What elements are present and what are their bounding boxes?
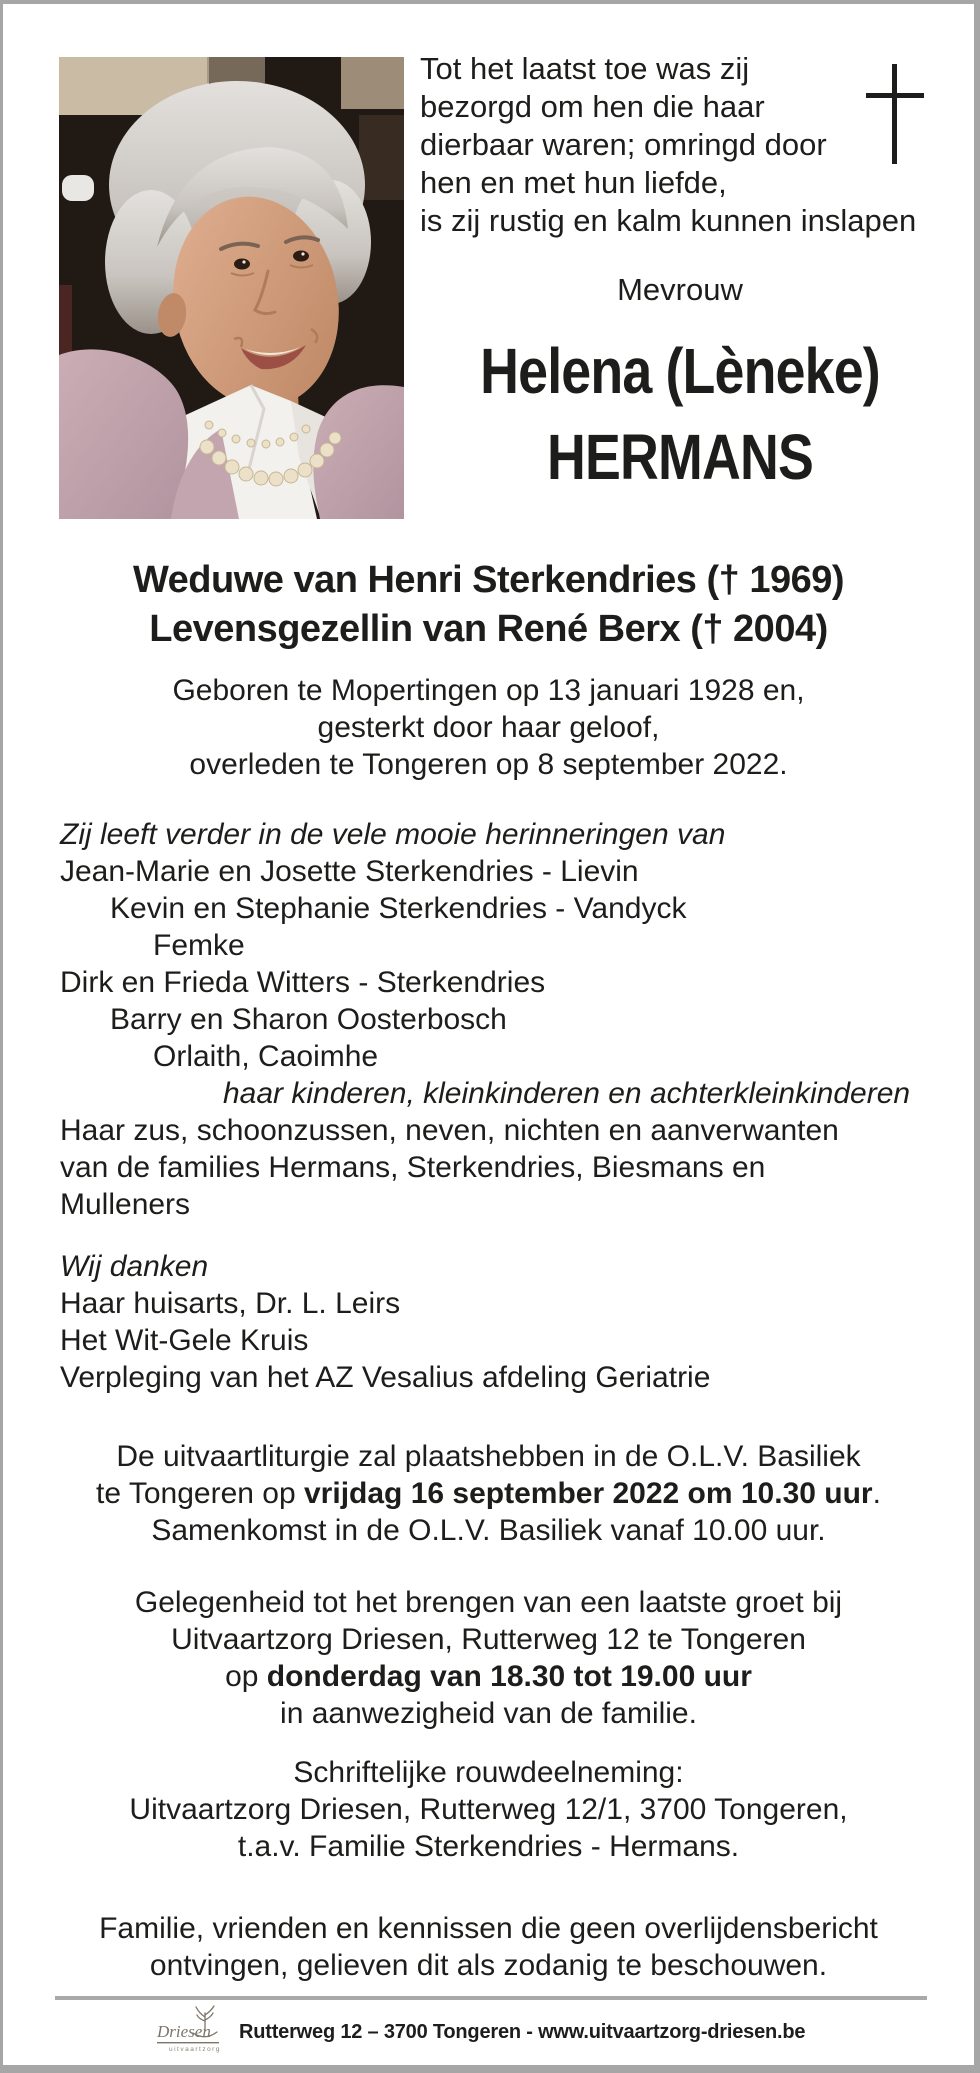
family-member-line: Jean-Marie en Josette Sterkendries - Lievin bbox=[60, 855, 639, 888]
family-member-line: Femke bbox=[153, 929, 245, 962]
name-first-line: Helena (Lèneke) bbox=[480, 335, 880, 407]
portrait-photo bbox=[59, 57, 404, 519]
deceased-name bbox=[410, 328, 950, 500]
name-last-line: HERMANS bbox=[547, 421, 813, 493]
verse-line: hen en met hun liefde, bbox=[420, 165, 727, 200]
footer-divider bbox=[55, 1996, 927, 2000]
farewell-time-prefix: op bbox=[225, 1660, 267, 1693]
life-line: Geboren te Mopertingen op 13 januari 1928 en, bbox=[172, 674, 805, 707]
notice-line: ontvingen, gelieven dit als zodanig te beschouwen. bbox=[149, 1949, 828, 1982]
liturgy-date: vrijdag 16 september 2022 om 10.30 uur bbox=[304, 1477, 873, 1510]
family-member-line: van de families Hermans, Sterkendries, Biesmans en bbox=[60, 1151, 766, 1184]
liturgy-line bbox=[3, 1475, 974, 1512]
condolence-line: Uitvaartzorg Driesen, Rutterweg 12/1, 3700 Tongeren, bbox=[129, 1793, 848, 1826]
logo-subtext: uitvaartzorg bbox=[169, 2046, 221, 2053]
liturgy-line: Samenkomst in de O.L.V. Basiliek vanaf 10.00 uur. bbox=[151, 1514, 826, 1547]
verse-line: is zij rustig en kalm kunnen inslapen bbox=[420, 203, 917, 238]
family-member-line: Orlaith, Caoimhe bbox=[153, 1040, 379, 1073]
cross-icon bbox=[866, 60, 924, 166]
farewell-time: donderdag van 18.30 tot 19.00 uur bbox=[266, 1660, 752, 1693]
verse-line: dierbaar waren; omringd door bbox=[420, 127, 827, 162]
liturgy-date-prefix: te Tongeren op bbox=[96, 1477, 304, 1510]
footer-address: Rutterweg 12 – 3700 Tongeren - www.uitvaartzorg-driesen.be bbox=[239, 2021, 806, 2043]
liturgy-date-suffix: . bbox=[872, 1477, 881, 1510]
life-line: gesterkt door haar geloof, bbox=[317, 711, 660, 744]
family-list bbox=[60, 816, 960, 1223]
liturgy-line: De uitvaartliturgie zal plaatshebben in de O.L.V. Basiliek bbox=[116, 1440, 861, 1473]
family-member-line: Mulleners bbox=[60, 1188, 191, 1221]
family-intro: Zij leeft verder in de vele mooie herinneringen van bbox=[60, 818, 726, 851]
farewell-line: Uitvaartzorg Driesen, Rutterweg 12 te Tongeren bbox=[171, 1623, 806, 1656]
farewell-info bbox=[3, 1584, 974, 1732]
logo-wordmark: Driesen bbox=[157, 2022, 211, 2041]
thanks-line: Het Wit-Gele Kruis bbox=[60, 1324, 309, 1357]
liturgy-info bbox=[3, 1438, 974, 1549]
verse-line: bezorgd om hen die haar bbox=[420, 89, 765, 124]
family-descendants-note: haar kinderen, kleinkinderen en achterkleinkinderen bbox=[223, 1077, 911, 1110]
farewell-line bbox=[3, 1658, 974, 1695]
condolence-line: Schriftelijke rouwdeelneming: bbox=[293, 1756, 684, 1789]
verse-line: Tot het laatst toe was zij bbox=[420, 51, 750, 86]
notice-line: Familie, vrienden en kennissen die geen overlijdensbericht bbox=[99, 1912, 878, 1945]
funeral-home-logo bbox=[153, 2003, 231, 2059]
family-member-line: Haar zus, schoonzussen, neven, nichten en aanverwanten bbox=[60, 1114, 839, 1147]
thanks-list bbox=[60, 1248, 960, 1396]
relation-line: Weduwe van Henri Sterkendries († 1969) bbox=[132, 559, 845, 601]
family-member-line: Kevin en Stephanie Sterkendries - Vandyck bbox=[110, 892, 687, 925]
relation-line: Levensgezellin van René Berx († 2004) bbox=[149, 608, 828, 650]
relations bbox=[3, 556, 974, 654]
general-notice bbox=[3, 1910, 974, 1984]
life-dates bbox=[3, 672, 974, 783]
farewell-line: Gelegenheid tot het brengen van een laatste groet bij bbox=[134, 1586, 843, 1619]
life-line: overleden te Tongeren op 8 september 2022. bbox=[189, 748, 788, 781]
condolence-info bbox=[3, 1754, 974, 1865]
family-member-line: Dirk en Frieda Witters - Sterkendries bbox=[60, 966, 546, 999]
thanks-line: Haar huisarts, Dr. L. Leirs bbox=[60, 1287, 401, 1320]
family-member-line: Barry en Sharon Oosterbosch bbox=[110, 1003, 507, 1036]
thanks-intro: Wij danken bbox=[60, 1250, 209, 1283]
salutation: Mevrouw bbox=[617, 272, 743, 307]
farewell-line: in aanwezigheid van de familie. bbox=[280, 1697, 697, 1730]
thanks-line: Verpleging van het AZ Vesalius afdeling Geriatrie bbox=[60, 1361, 711, 1394]
condolence-line: t.a.v. Familie Sterkendries - Hermans. bbox=[237, 1830, 740, 1863]
